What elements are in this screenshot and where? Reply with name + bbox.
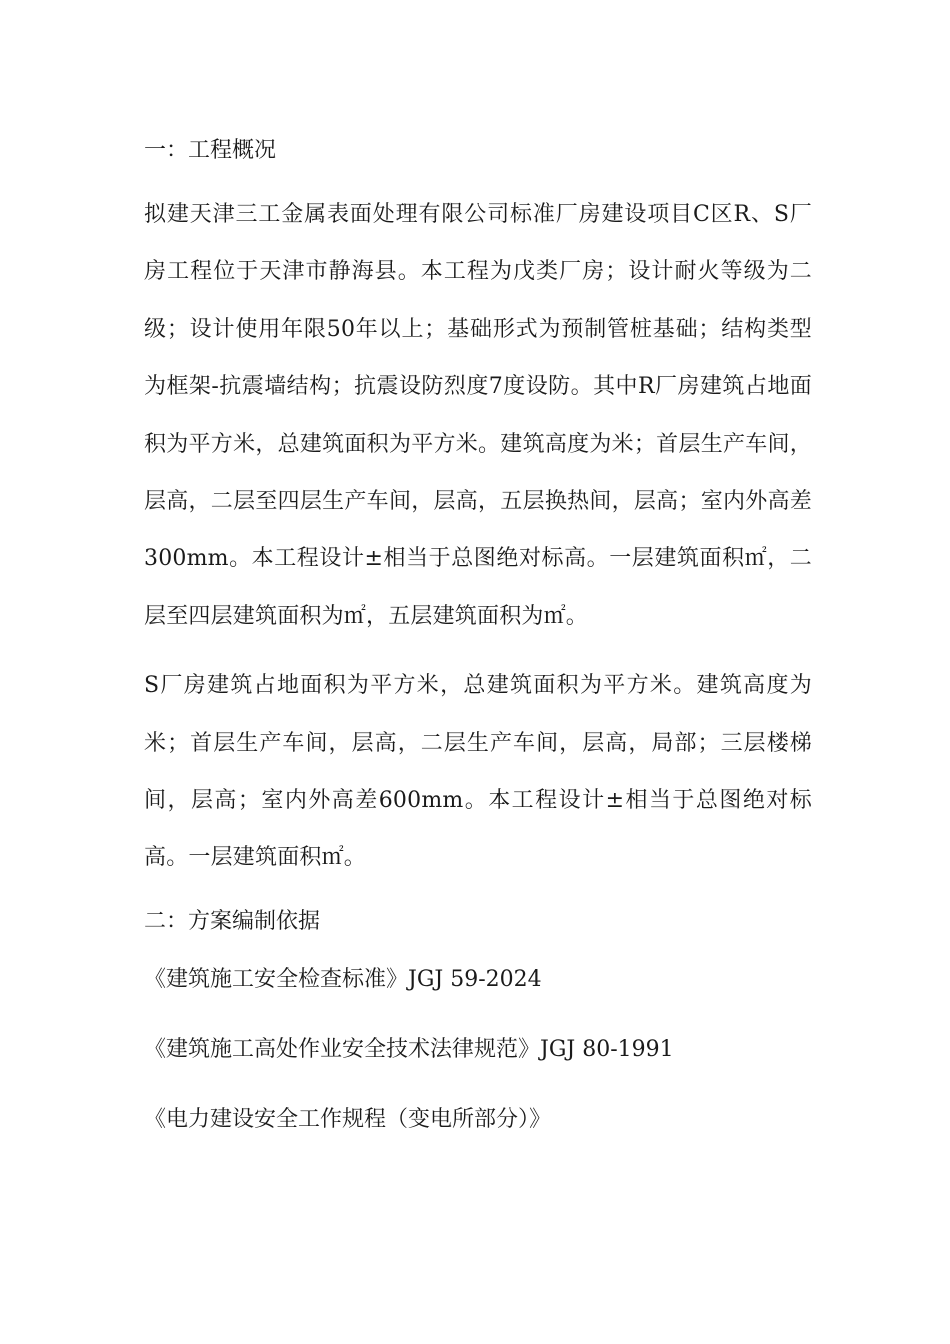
document-page xyxy=(144,128,812,1167)
reference-item: 《建筑施工安全检查标准》JGJ 59-2024 xyxy=(144,966,542,992)
reference-item: 《电力建设安全工作规程（变电所部分）》 xyxy=(144,1106,552,1132)
paragraph-s-building: S厂房建筑占地面积为平方米，总建筑面积为平方米。建筑高度为米；首层生产车间，层高，二层生产车间，层高，局部；三层楼梯间，层高；室内外高差600mm。本工程设计±相当于总图绝对标高。一层建筑面积㎡。 xyxy=(144,673,812,871)
paragraph-r-building: 拟建天津三工金属表面处理有限公司标准厂房建设项目C区R、S厂房工程位于天津市静海县。本工程为戊类厂房；设计耐火等级为二级；设计使用年限50年以上；基础形式为预制管桩基础；结构类型为框架-抗震墙结构；抗震设防烈度7度设防。其中R厂房建筑占地面积为平方米，总建筑面积为平方米。建筑高度为米；首层生产车间，层高，二层至四层生产车间，层高，五层换热间，层高；室内外高差300mm。本工程设计±相当于总图绝对标高。一层建筑面积㎡，二层至四层建筑面积为㎡，五层建筑面积为㎡。 xyxy=(144,202,812,629)
section-heading-overview: 一：工程概况 xyxy=(144,138,277,163)
section-heading-basis: 二：方案编制依据 xyxy=(144,908,321,934)
reference-item: 《建筑施工高处作业安全技术法律规范》JGJ 80-1991 xyxy=(144,1036,674,1062)
